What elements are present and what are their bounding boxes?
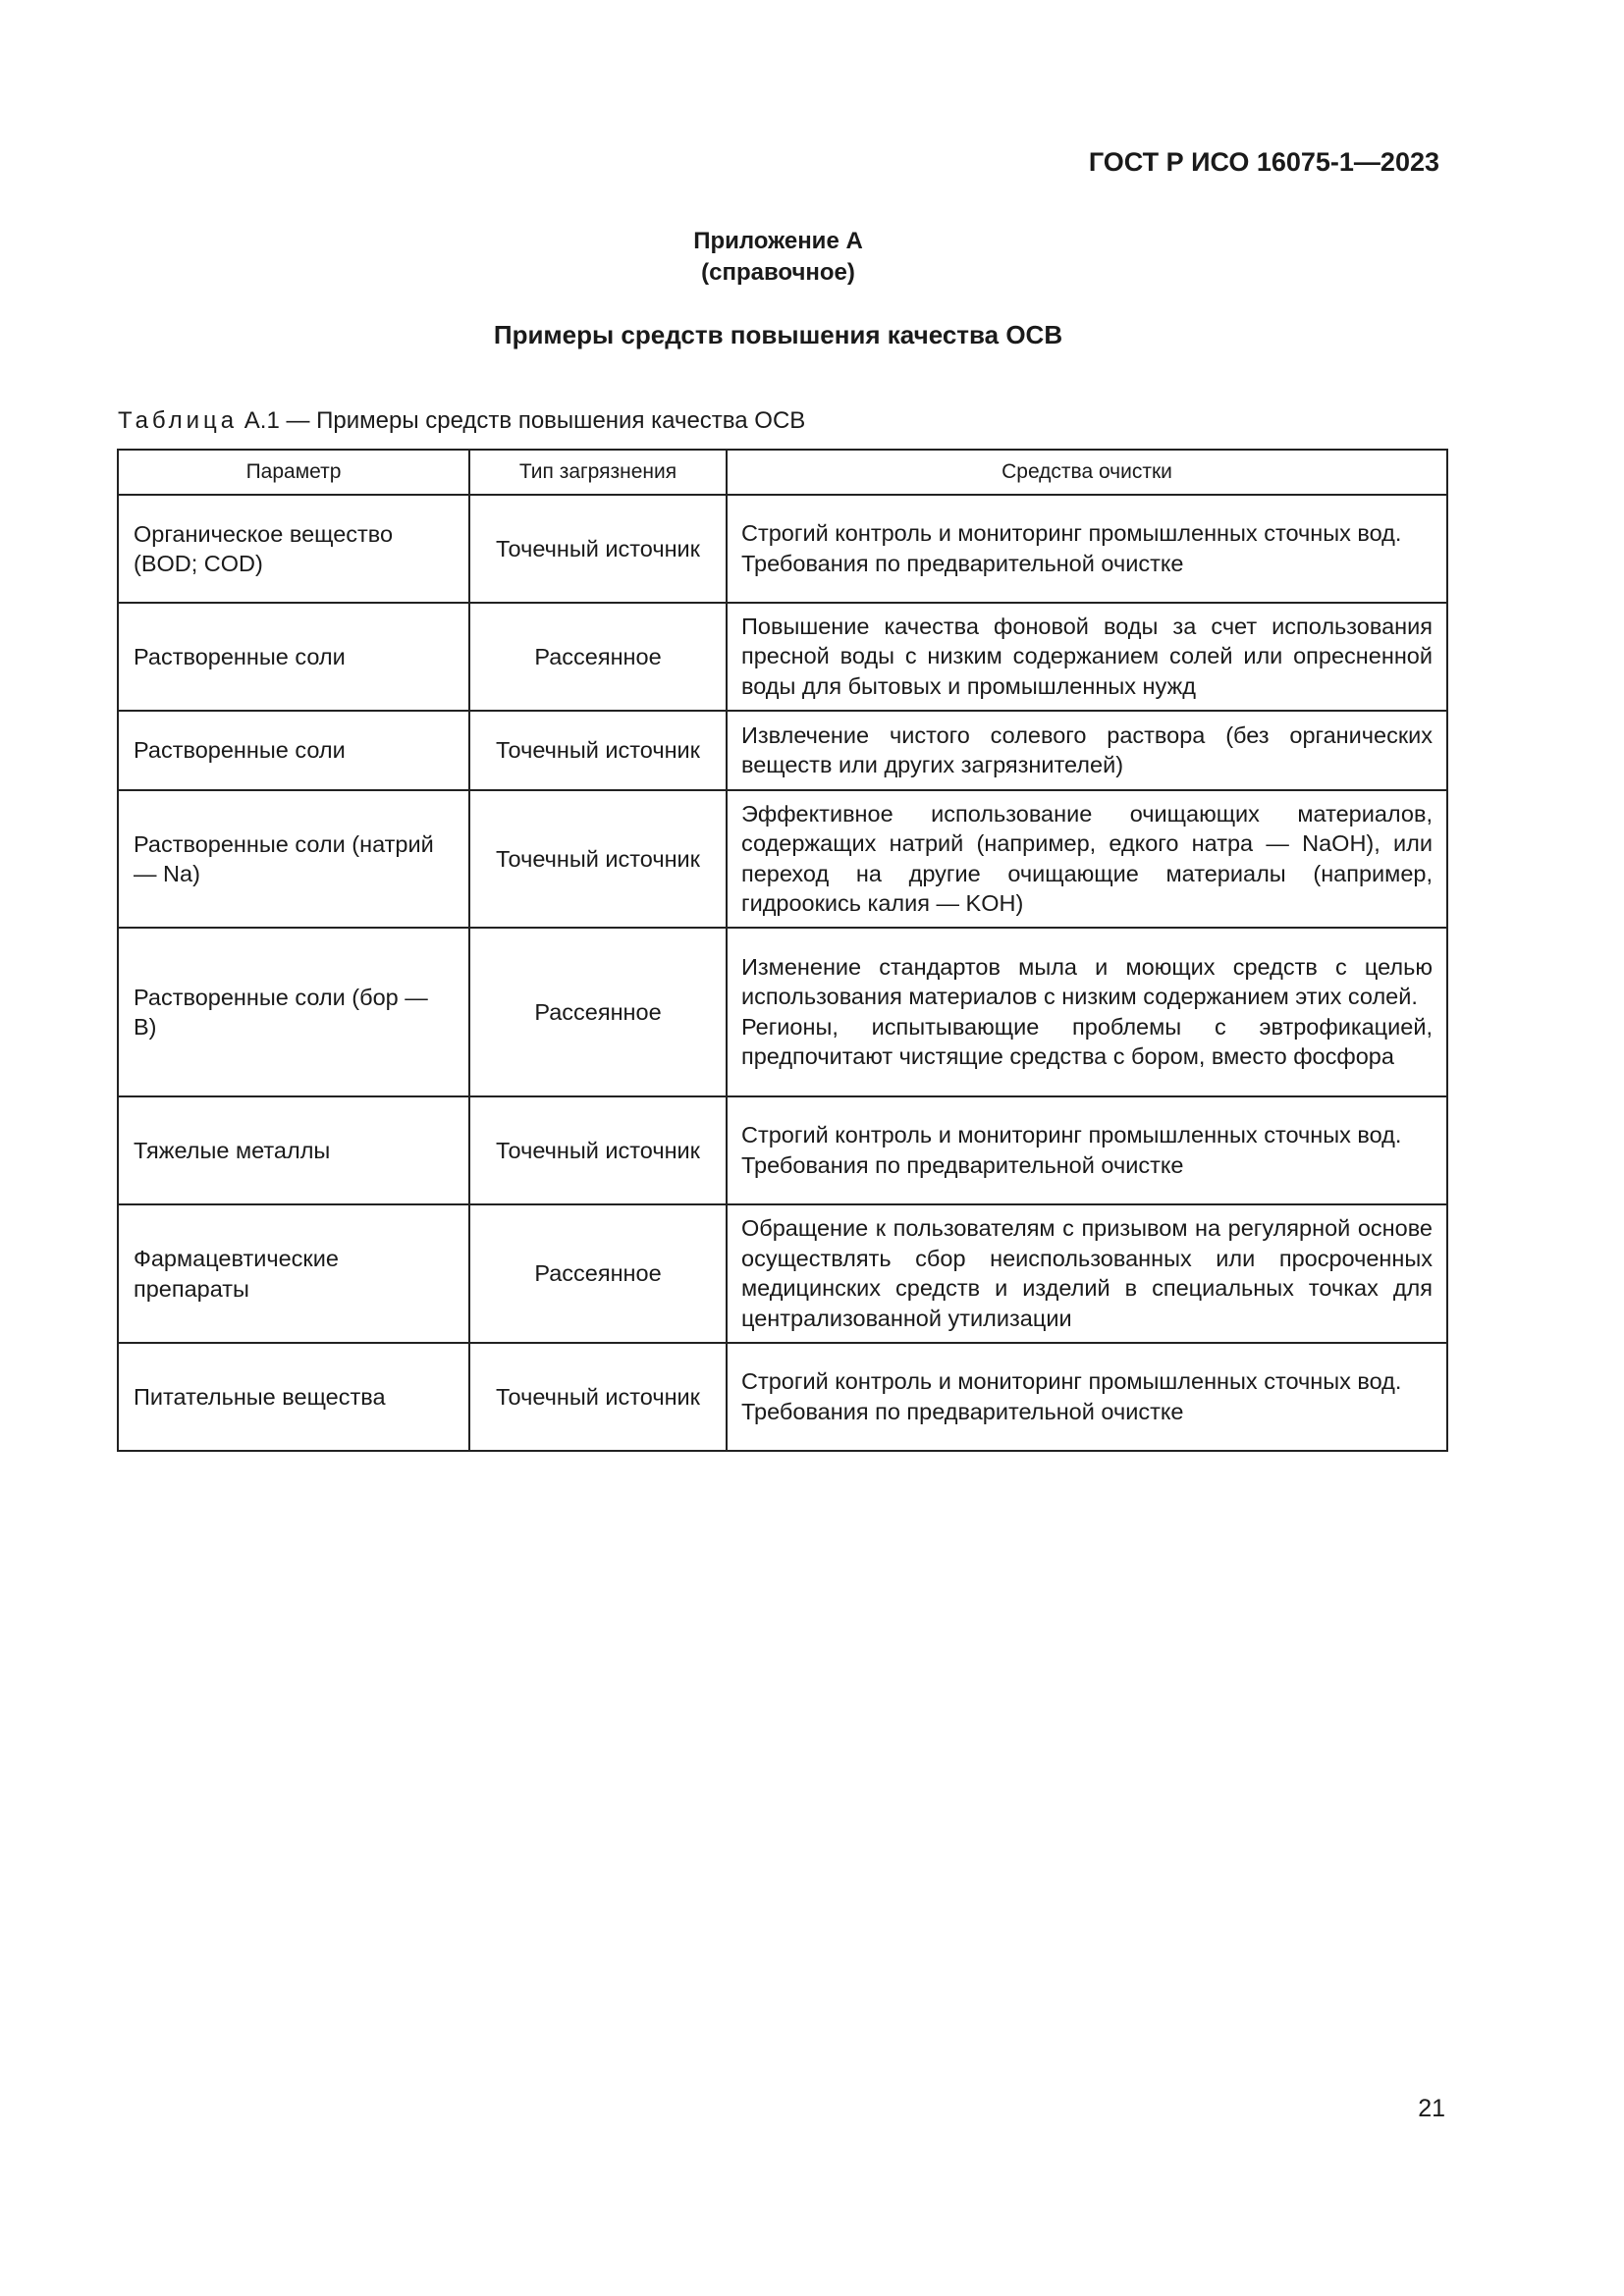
means-line: Извлечение чистого солевого раствора (без органических веществ или других загрязнителей) — [741, 721, 1433, 777]
cell-pollution-type: Рассеянное — [469, 1204, 727, 1343]
section-title: Примеры средств повышения качества ОСВ — [493, 320, 1063, 349]
table-caption-text: А.1 — Примеры средств повышения качества ОСВ — [244, 407, 806, 434]
cell-parameter: Органическое вещество (BOD; COD) — [118, 495, 469, 603]
means-line: Обращение к пользователям с призывом на регулярной основе осуществлять сбор неиспользованных или просроченных медицинских средств и изделий в специальных точках для централизованной утилизации — [741, 1215, 1433, 1331]
cell-cleaning-means — [727, 790, 1447, 928]
table-caption — [118, 405, 805, 437]
table-row — [118, 711, 1447, 790]
cell-pollution-type: Точечный источник — [469, 495, 727, 603]
table-header-row — [118, 450, 1447, 495]
table-caption-prefix: Таблица — [118, 407, 239, 434]
table-row — [118, 603, 1447, 711]
means-line: Строгий контроль и мониторинг промышленных сточных вод. — [741, 1368, 1402, 1394]
cell-cleaning-means — [727, 495, 1447, 603]
means-line: Требования по предварительной очистке — [741, 1398, 1184, 1424]
means-line: Регионы, испытывающие проблемы с эвтрофикацией, предпочитают чистящие средства с бором, вместо фосфора — [741, 1013, 1433, 1069]
cell-cleaning-means — [727, 1343, 1447, 1451]
cell-parameter: Растворенные соли — [118, 711, 469, 790]
cell-pollution-type: Точечный источник — [469, 1343, 727, 1451]
cell-pollution-type: Точечный источник — [469, 1096, 727, 1204]
cell-parameter: Фармацевтические препараты — [118, 1204, 469, 1343]
means-line: Строгий контроль и мониторинг промышленных сточных вод. — [741, 1122, 1402, 1148]
annex-title: Приложение А — [693, 228, 863, 254]
means-line: Требования по предварительной очистке — [741, 1151, 1184, 1178]
table-row — [118, 1096, 1447, 1204]
cleaning-means-table — [117, 449, 1448, 1452]
cell-pollution-type: Рассеянное — [469, 928, 727, 1096]
table-row — [118, 495, 1447, 603]
table-row — [118, 790, 1447, 928]
header-parameter: Параметр — [118, 450, 469, 495]
means-line: Повышение качества фоновой воды за счет использования пресной воды с низким содержанием солей или опресненной воды для бытовых и промышленных нужд — [741, 613, 1433, 699]
cell-pollution-type: Рассеянное — [469, 603, 727, 711]
cell-parameter: Растворенные соли (натрий — Na) — [118, 790, 469, 928]
means-line: Эффективное использование очищающих материалов, содержащих натрий (например, едкого натра — NaOH), или переход на другие очищающие материалы (например, гидроокись калия — KOH) — [741, 800, 1433, 916]
cell-cleaning-means — [727, 603, 1447, 711]
document-code: ГОСТ Р ИСО 16075-1—2023 — [1088, 147, 1439, 177]
means-line: Строгий контроль и мониторинг промышленных сточных вод. — [741, 520, 1402, 546]
means-line: Изменение стандартов мыла и моющих средств с целью использования материалов с низким содержанием этих солей. — [741, 953, 1433, 1009]
table-row — [118, 1343, 1447, 1451]
annex-subtitle: (справочное) — [701, 259, 855, 286]
means-line: Требования по предварительной очистке — [741, 550, 1184, 576]
annex-heading — [0, 226, 1556, 289]
table-row — [118, 1204, 1447, 1343]
header-cleaning-means: Средства очистки — [727, 450, 1447, 495]
cell-parameter: Тяжелые металлы — [118, 1096, 469, 1204]
header-pollution-type: Тип загрязнения — [469, 450, 727, 495]
cell-parameter: Растворенные соли — [118, 603, 469, 711]
cell-cleaning-means — [727, 1096, 1447, 1204]
cell-parameter: Растворенные соли (бор — B) — [118, 928, 469, 1096]
page-number: 21 — [1418, 2095, 1445, 2122]
cell-parameter: Питательные вещества — [118, 1343, 469, 1451]
cell-cleaning-means — [727, 711, 1447, 790]
table-row — [118, 928, 1447, 1096]
cell-pollution-type: Точечный источник — [469, 790, 727, 928]
cell-cleaning-means — [727, 1204, 1447, 1343]
cell-cleaning-means — [727, 928, 1447, 1096]
cell-pollution-type: Точечный источник — [469, 711, 727, 790]
